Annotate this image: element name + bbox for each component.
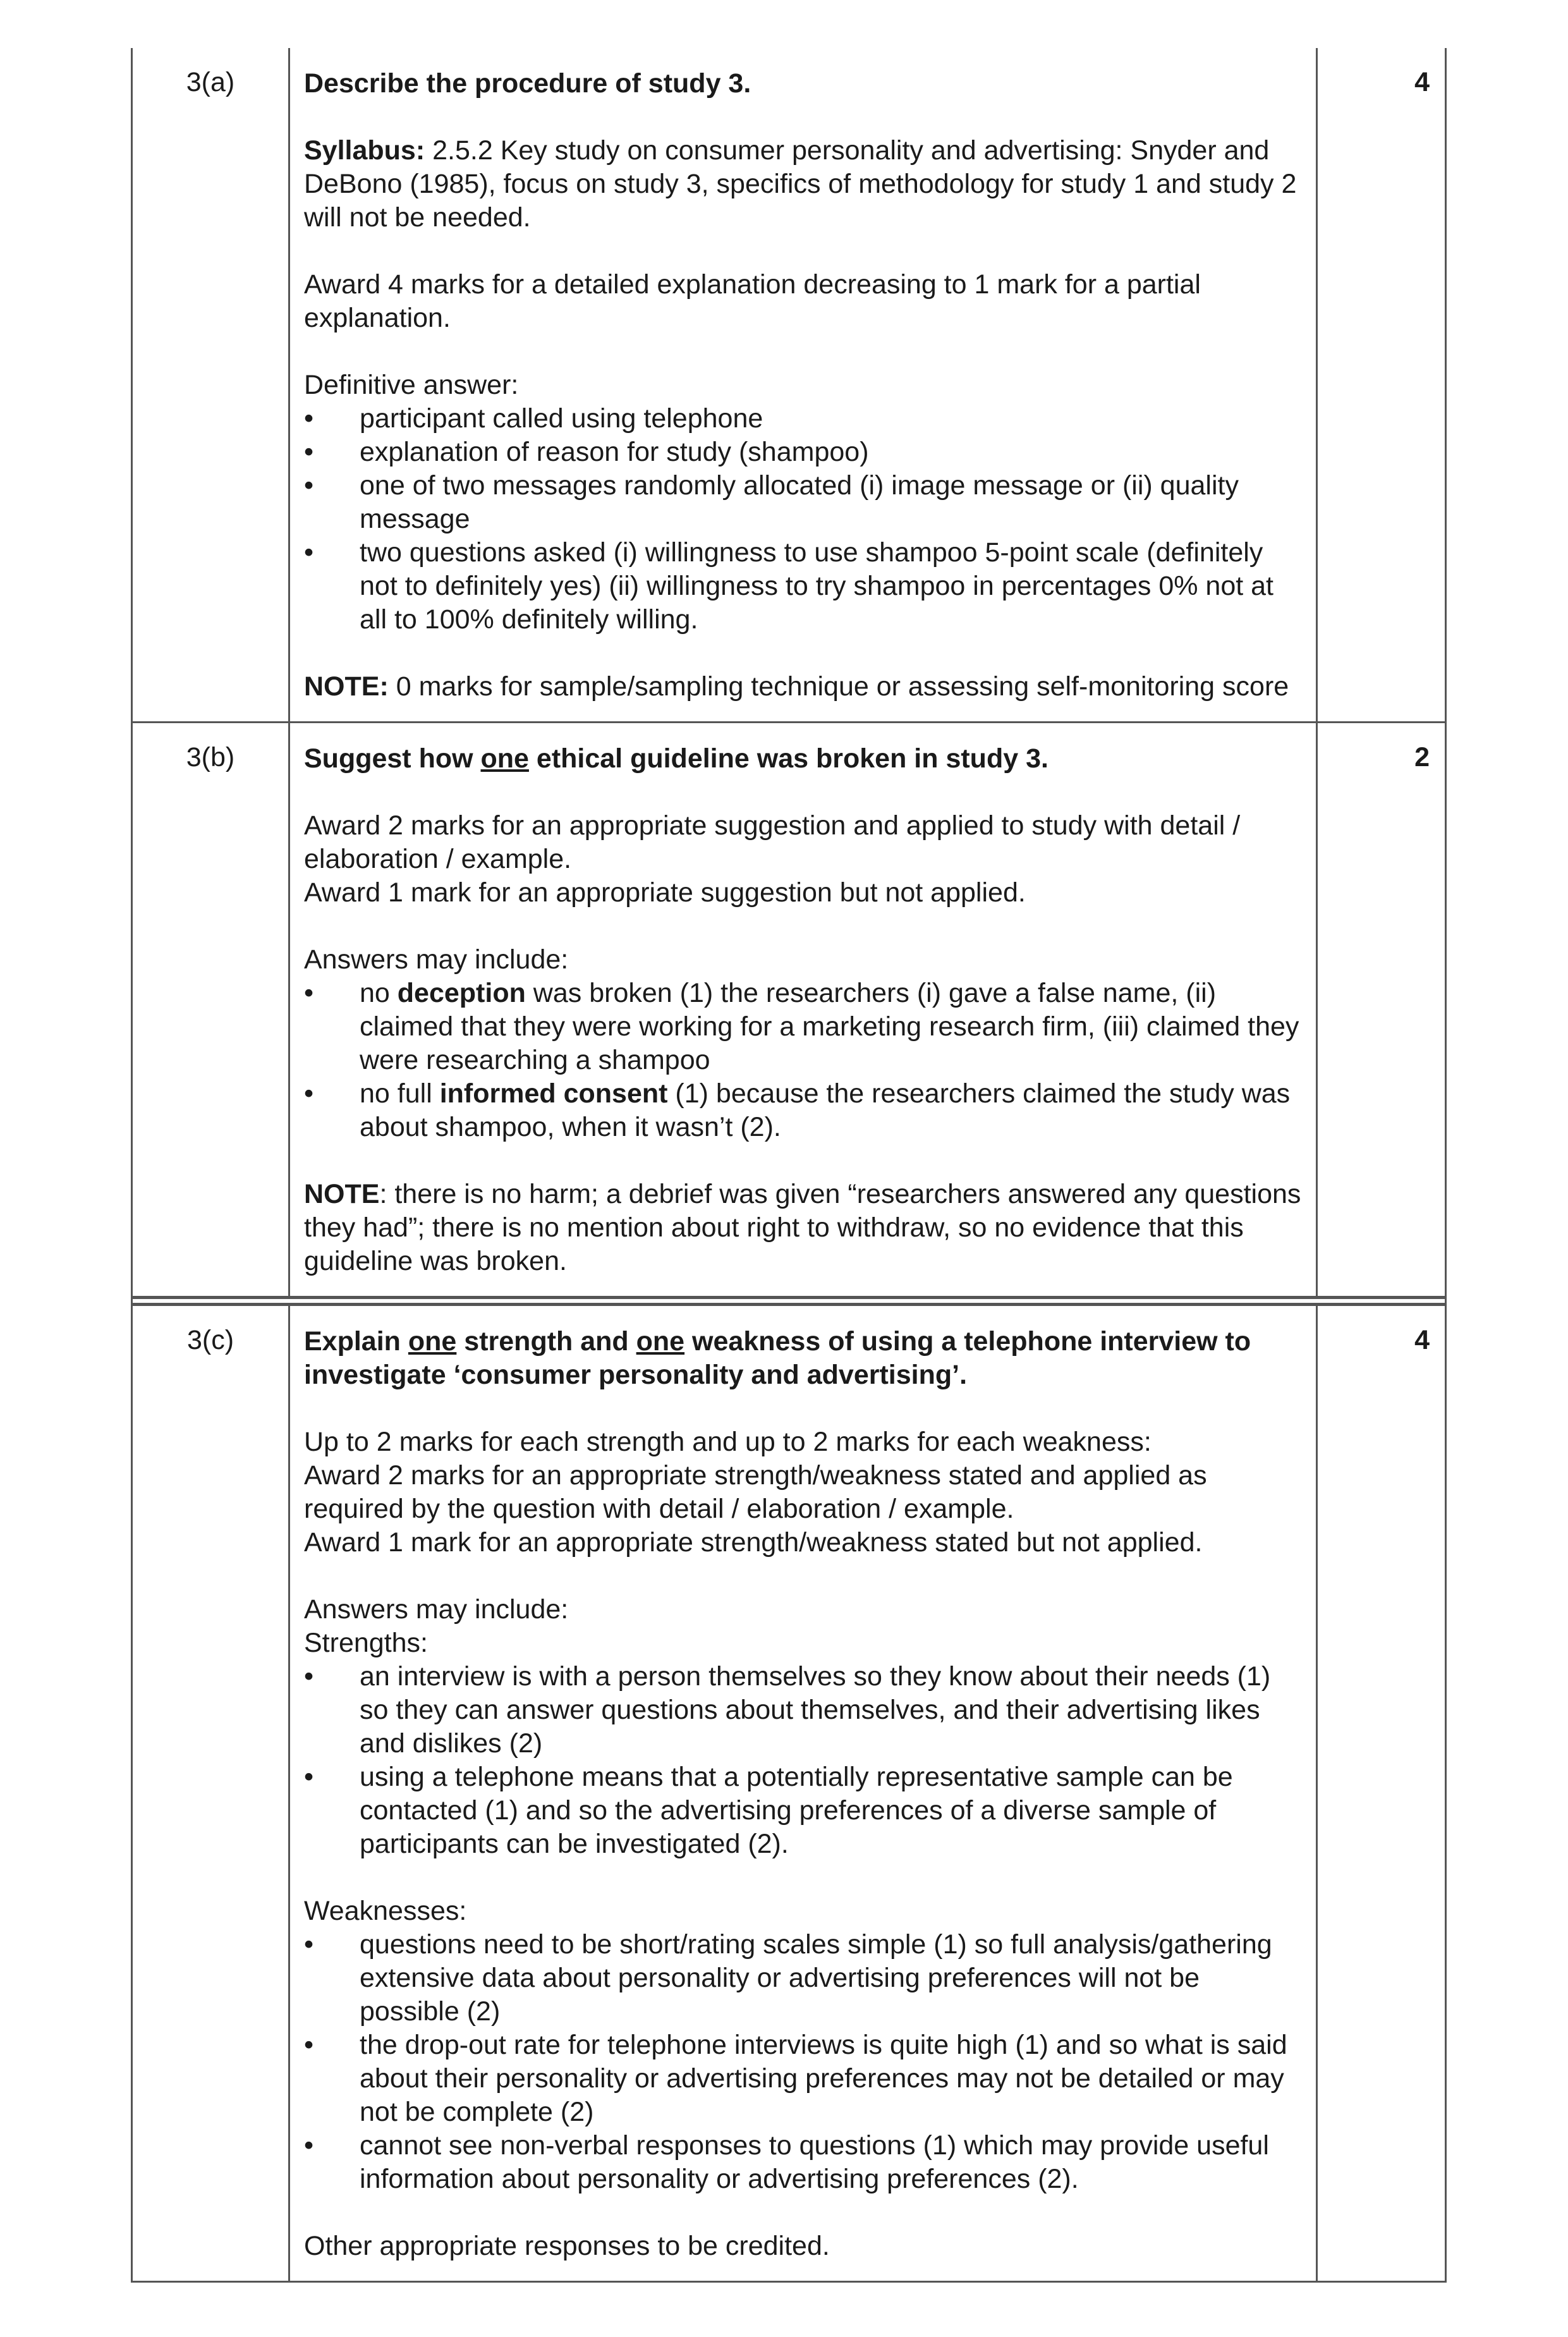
list-item <box>304 1077 1302 1144</box>
syllabus-text: 2.5.2 Key study on consumer personality and advertising: Snyder and DeBono (1985), focus on study 3, specifics of methodology for study 1 and study 2 will not be needed. <box>304 135 1297 233</box>
weaknesses-list <box>304 1928 1302 2196</box>
award-guidance: Award 1 mark for an appropriate suggestion but not applied. <box>304 877 1026 908</box>
bullet-icon: • <box>304 1078 314 1109</box>
award-guidance: Award 2 marks for an appropriate strength/weakness stated and applied as required by the question with detail / elaboration / example. <box>304 1460 1207 1524</box>
note-text: : there is no harm; a debrief was given “researchers answered any questions they had”; there is no mention about right to withdraw, so no evidence that this guideline was broken. <box>304 1179 1301 1276</box>
bullet-icon: • <box>304 2130 314 2161</box>
syllabus-paragraph <box>304 134 1302 235</box>
bullet-icon: • <box>304 1762 314 1792</box>
question-text-part: Explain <box>304 1326 408 1357</box>
marks-value: 2 <box>1414 742 1430 772</box>
award-guidance: Award 4 marks for a detailed explanation decreasing to 1 mark for a partial explanation. <box>304 269 1201 333</box>
table-row <box>133 721 1445 1296</box>
list-item-text: cannot see non-verbal responses to questions (1) which may provide useful information about personality or advertising preferences (2). <box>360 2130 1269 2194</box>
list-item-text: explanation of reason for study (shampoo) <box>360 437 869 467</box>
syllabus-label: Syllabus: <box>304 135 425 166</box>
bullet-icon: • <box>304 1661 314 1692</box>
note-text: 0 marks for sample/sampling technique or assessing self-monitoring score <box>388 671 1289 702</box>
question-text-part: strength and <box>456 1326 636 1357</box>
list-item <box>304 536 1302 637</box>
list-item-text: two questions asked (i) willingness to use shampoo 5-point scale (definitely not to definitely yes) (ii) willingness to try shampoo in percentages 0% not at all to 100% definitely willing. <box>360 537 1274 635</box>
closing-note: Other appropriate responses to be credited. <box>304 2231 830 2261</box>
bullet-icon: • <box>304 437 314 467</box>
bullet-icon: • <box>304 470 314 501</box>
marks-value: 4 <box>1414 67 1430 97</box>
list-item-text: an interview is with a person themselves so they know about their needs (1) so they can answer questions about themselves, and their advertising likes and dislikes (2) <box>360 1661 1271 1759</box>
bullet-icon: • <box>304 537 314 568</box>
question-emphasis: one <box>480 743 529 774</box>
list-item-text: using a telephone means that a potentially representative sample can be contacted (1) and so the advertising preferences of a diverse sample of participants can be investigated (2). <box>360 1762 1233 1859</box>
answer-cell <box>290 48 1318 721</box>
question-text <box>304 1325 1302 1392</box>
award-guidance: Up to 2 marks for each strength and up to 2 marks for each weakness: <box>304 1427 1152 1457</box>
question-text: Describe the procedure of study 3. <box>304 68 751 99</box>
award-guidance: Award 2 marks for an appropriate suggestion and applied to study with detail / elaboration / example. <box>304 810 1241 874</box>
strengths-heading: Strengths: <box>304 1628 428 1658</box>
question-number: 3(c) <box>133 1306 290 2281</box>
list-item <box>304 1928 1302 2029</box>
question-text-part: weakness of using a telephone interview to investigate ‘consumer personality and advertising’. <box>304 1326 1251 1390</box>
question-text-part: ethical guideline was broken in study 3. <box>528 743 1048 774</box>
bullet-icon: • <box>304 403 314 434</box>
list-item-text: no <box>360 978 398 1008</box>
note-paragraph <box>304 670 1302 704</box>
answer-heading: Answers may include: <box>304 944 569 975</box>
answer-list <box>304 977 1302 1144</box>
question-number: 3(a) <box>133 48 290 721</box>
weaknesses-heading: Weaknesses: <box>304 1896 467 1926</box>
answer-list <box>304 402 1302 637</box>
table-row <box>133 1296 1445 2281</box>
list-item-text: the drop-out rate for telephone interviews is quite high (1) and so what is said about their personality or advertising preferences may not be detailed or may not be complete (2) <box>360 2030 1287 2127</box>
note-paragraph <box>304 1178 1302 1278</box>
bullet-icon: • <box>304 978 314 1008</box>
table-row <box>133 48 1445 721</box>
question-emphasis: one <box>636 1326 685 1357</box>
list-item <box>304 402 1302 436</box>
question-number: 3(b) <box>133 723 290 1296</box>
mark-scheme-table <box>131 48 1447 2283</box>
list-item <box>304 469 1302 536</box>
list-item-text: one of two messages randomly allocated (i) image message or (ii) quality message <box>360 470 1239 534</box>
note-label: NOTE <box>304 1179 380 1209</box>
list-item-text: no full <box>360 1078 440 1109</box>
question-emphasis: one <box>408 1326 457 1357</box>
list-item <box>304 2129 1302 2196</box>
answer-cell <box>290 1306 1318 2281</box>
list-item-text: questions need to be short/rating scales simple (1) so full analysis/gathering extensive data about personality or advertising preferences will not be possible (2) <box>360 1929 1272 2027</box>
list-item <box>304 1760 1302 1861</box>
answer-cell <box>290 723 1318 1296</box>
list-item <box>304 1660 1302 1760</box>
question-text-part: Suggest how <box>304 743 481 774</box>
list-item-text: (1) because the researchers claimed the study was about shampoo, when it wasn’t (2). <box>360 1078 1291 1142</box>
list-item <box>304 2029 1302 2129</box>
list-item <box>304 977 1302 1077</box>
answer-heading: Answers may include: <box>304 1594 569 1625</box>
list-item-text: was broken (1) the researchers (i) gave a false name, (ii) claimed that they were working for a marketing research firm, (iii) claimed they were researching a shampoo <box>360 978 1299 1075</box>
question-text <box>304 742 1302 776</box>
list-item-keyword: informed consent <box>439 1078 668 1109</box>
list-item <box>304 436 1302 469</box>
note-label: NOTE: <box>304 671 389 702</box>
marks-value: 4 <box>1414 1325 1430 1355</box>
strengths-list <box>304 1660 1302 1861</box>
award-guidance: Award 1 mark for an appropriate strength/weakness stated but not applied. <box>304 1527 1203 1558</box>
list-item-text: participant called using telephone <box>360 403 763 434</box>
list-item-keyword: deception <box>397 978 526 1008</box>
answer-heading: Definitive answer: <box>304 370 519 400</box>
bullet-icon: • <box>304 1929 314 1960</box>
bullet-icon: • <box>304 2030 314 2060</box>
